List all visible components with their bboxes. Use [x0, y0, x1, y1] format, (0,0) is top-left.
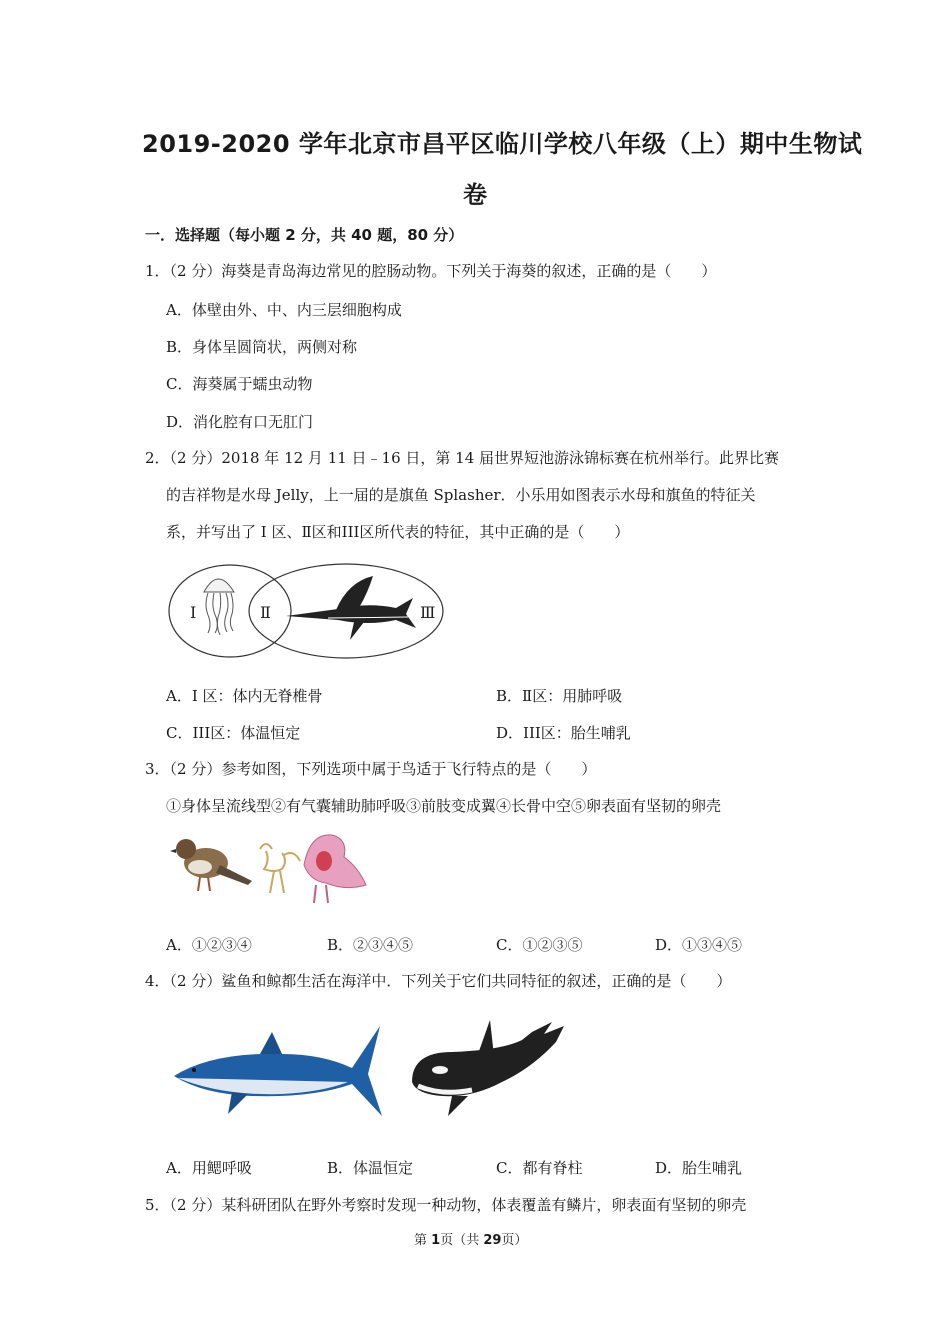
- region-label-ii: Ⅱ: [260, 603, 271, 622]
- shark-whale-figure: [172, 1012, 587, 1132]
- question-2-option-c[interactable]: C．III区：体温恒定: [166, 724, 301, 742]
- question-1-option-c[interactable]: C．海葵属于蠕虫动物: [166, 375, 313, 393]
- footer-page-number: 1: [431, 1233, 441, 1248]
- question-3-option-d[interactable]: D．①③④⑤: [655, 936, 743, 954]
- page-footer: [414, 1229, 527, 1248]
- question-4-option-d[interactable]: D．胎生哺乳: [655, 1159, 743, 1177]
- question-3-option-c[interactable]: C．①②③⑤: [496, 936, 583, 954]
- question-1-option-b[interactable]: B．身体呈圆筒状，两侧对称: [166, 338, 358, 356]
- question-3-option-a[interactable]: A．①②③④: [166, 936, 252, 954]
- question-3-statements: ①身体呈流线型②有气囊辅助肺呼吸③前肢变成翼④长骨中空⑤卵表面有坚韧的卵壳: [166, 797, 722, 815]
- question-1-option-a[interactable]: A．体壁由外、中、内三层细胞构成: [166, 301, 402, 319]
- question-4-option-c[interactable]: C．都有脊柱: [496, 1159, 583, 1177]
- region-label-i: I: [190, 603, 197, 622]
- question-4-option-a[interactable]: A．用鳃呼吸: [166, 1159, 252, 1177]
- venn-diagram-figure: [168, 562, 448, 662]
- section-heading: 一．选择题（每小题 2 分，共 40 题，80 分）: [145, 226, 464, 244]
- page-title: 2019-2020 学年北京市昌平区临川学校八年级（上）期中生物试: [142, 130, 863, 158]
- footer-suffix: 页）: [501, 1233, 528, 1248]
- whale-image: [412, 1020, 564, 1116]
- question-3-option-b[interactable]: B．②③④⑤: [327, 936, 414, 954]
- bird-skeleton-image: [260, 844, 300, 893]
- bird-anatomy-image: [304, 835, 366, 903]
- question-4-stem: 4．（2 分）鲨鱼和鲸都生活在海洋中．下列关于它们共同特征的叙述，正确的是（ ）: [145, 972, 732, 990]
- venn-circle-jellyfish: [169, 565, 291, 657]
- footer-prefix: 第: [414, 1233, 432, 1248]
- question-5-stem: 5．（2 分）某科研团队在野外考察时发现一种动物，体表覆盖有鳞片，卵表面有坚韧的卵壳: [145, 1196, 747, 1214]
- sailfish-image: [286, 576, 416, 640]
- question-4-option-b[interactable]: B．体温恒定: [327, 1159, 414, 1177]
- footer-total-pages: 29: [483, 1233, 502, 1248]
- question-2-stem-line-2: 的吉祥物是水母 Jelly，上一届的是旗鱼 Splasher．小乐用如图表示水母和旗鱼的特征关: [166, 486, 756, 504]
- region-label-iii: Ⅲ: [420, 603, 436, 622]
- bird-figure: [170, 825, 370, 910]
- jellyfish-image: [204, 579, 234, 635]
- question-2-stem-line-3: 系，并写出了 I 区、Ⅱ区和III区所代表的特征，其中正确的是（ ）: [166, 523, 630, 541]
- question-3-stem: 3．（2 分）参考如图，下列选项中属于鸟适于飞行特点的是（ ）: [145, 760, 597, 778]
- question-1-option-d[interactable]: D．消化腔有口无肛门: [166, 413, 314, 431]
- footer-middle: 页（共: [440, 1233, 484, 1248]
- question-2-option-b[interactable]: B．Ⅱ区：用肺呼吸: [496, 687, 623, 705]
- question-1-stem: 1．（2 分）海葵是青岛海边常见的腔肠动物。下列关于海葵的叙述，正确的是（ ）: [145, 262, 717, 280]
- page-title-continued: 卷: [463, 181, 488, 209]
- question-2-option-d[interactable]: D．III区：胎生哺乳: [496, 724, 631, 742]
- question-2-option-a[interactable]: A．I 区：体内无脊椎骨: [166, 687, 323, 705]
- sparrow-image: [170, 839, 252, 891]
- question-2-stem-line-1: 2．（2 分）2018 年 12 月 11 日﹣16 日，第 14 届世界短池游泳锦标赛在杭州举行。此界比赛: [145, 449, 780, 467]
- shark-image: [174, 1026, 382, 1116]
